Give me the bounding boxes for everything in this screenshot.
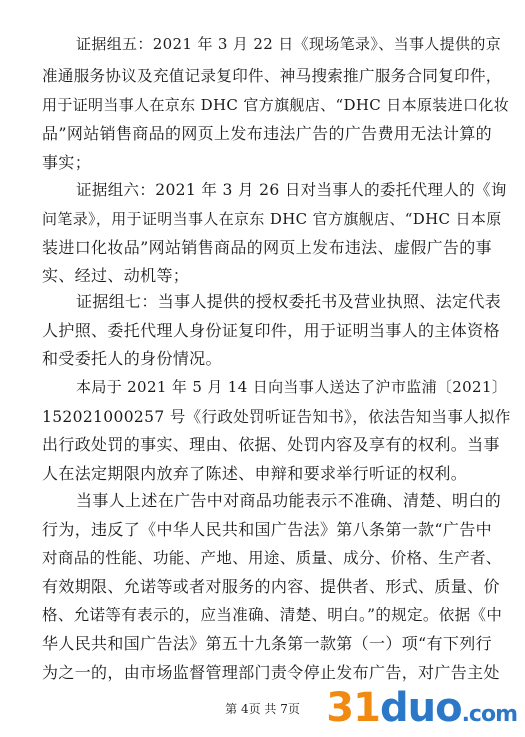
- text-line: 事实；: [42, 153, 92, 172]
- text-line: 装进口化妆品”网站销售商品的网页上发布违法、虚假广告的事: [42, 238, 492, 257]
- page-number-footer: 第 4页 共 7页: [225, 702, 300, 716]
- text-line: 准通服务协议及充值记录复印件、神马搜索推广服务合同复印件，: [42, 67, 502, 85]
- text-line: 问笔录》，用于证明当事人在京东 DHC 官方旗舰店、“DHC 日本原: [42, 210, 502, 228]
- text-line: 证据组六：2021 年 3 月 26 日对当事人的委托代理人的《询: [76, 181, 507, 199]
- text-line: 实、经过、动机等；: [42, 266, 190, 285]
- watermark-suffix: .com: [461, 702, 517, 727]
- text-line: 人在法定期限内放弃了陈述、申辩和要求举行听证的权利。: [42, 464, 468, 483]
- text-line: 证据组五：2021 年 3 月 22 日《现场笔录》、当事人提供的京: [76, 35, 502, 53]
- text-line: 华人民共和国广告法》第五十九条第一款第（一）项“有下列行: [42, 634, 492, 653]
- text-line: 证据组七：当事人提供的授权委托书及营业执照、法定代表: [76, 292, 502, 311]
- text-line: 和受委托人的身份情况。: [42, 349, 222, 368]
- watermark-text: duo: [379, 685, 462, 731]
- text-line: 出行政处罚的事实、理由、依据、处罚内容及享有的权利。当事: [42, 435, 500, 454]
- text-line: 当事人上述在广告中对商品功能表示不准确、清楚、明白的: [76, 491, 502, 510]
- text-line: 人护照、委托代理人身份证复印件，用于证明当事人的主体资格: [42, 321, 500, 340]
- site-watermark-logo: [326, 686, 517, 737]
- text-line: 用于证明当事人在京东 DHC 官方旗舰店、“DHC 日本原装进口化妆: [42, 96, 510, 114]
- text-line: 格、允诺等有表示的，应当准确、清楚、明白。”的规定。依据《中: [42, 606, 503, 624]
- text-line: 有效期限、允诺等或者对服务的内容、提供者、形式、质量、价: [42, 577, 500, 596]
- watermark-number: 31: [326, 685, 380, 731]
- text-line: 品”网站销售商品的网页上发布违法广告的广告费用无法计算的: [42, 124, 492, 143]
- text-line: 152021000257 号《行政处罚听证告知书》，依法告知当事人拟作: [42, 408, 511, 426]
- text-line: 对商品的性能、功能、产地、用途、质量、成分、价格、生产者、: [42, 549, 502, 567]
- text-line: 为之一的，由市场监督管理部门责令停止发布广告，对广告主处: [42, 663, 500, 682]
- text-line: 行为，违反了《中华人民共和国广告法》第八条第一款“广告中: [42, 520, 492, 539]
- text-line: 本局于 2021 年 5 月 14 日向当事人送达了沪市监浦〔2021〕: [76, 378, 508, 396]
